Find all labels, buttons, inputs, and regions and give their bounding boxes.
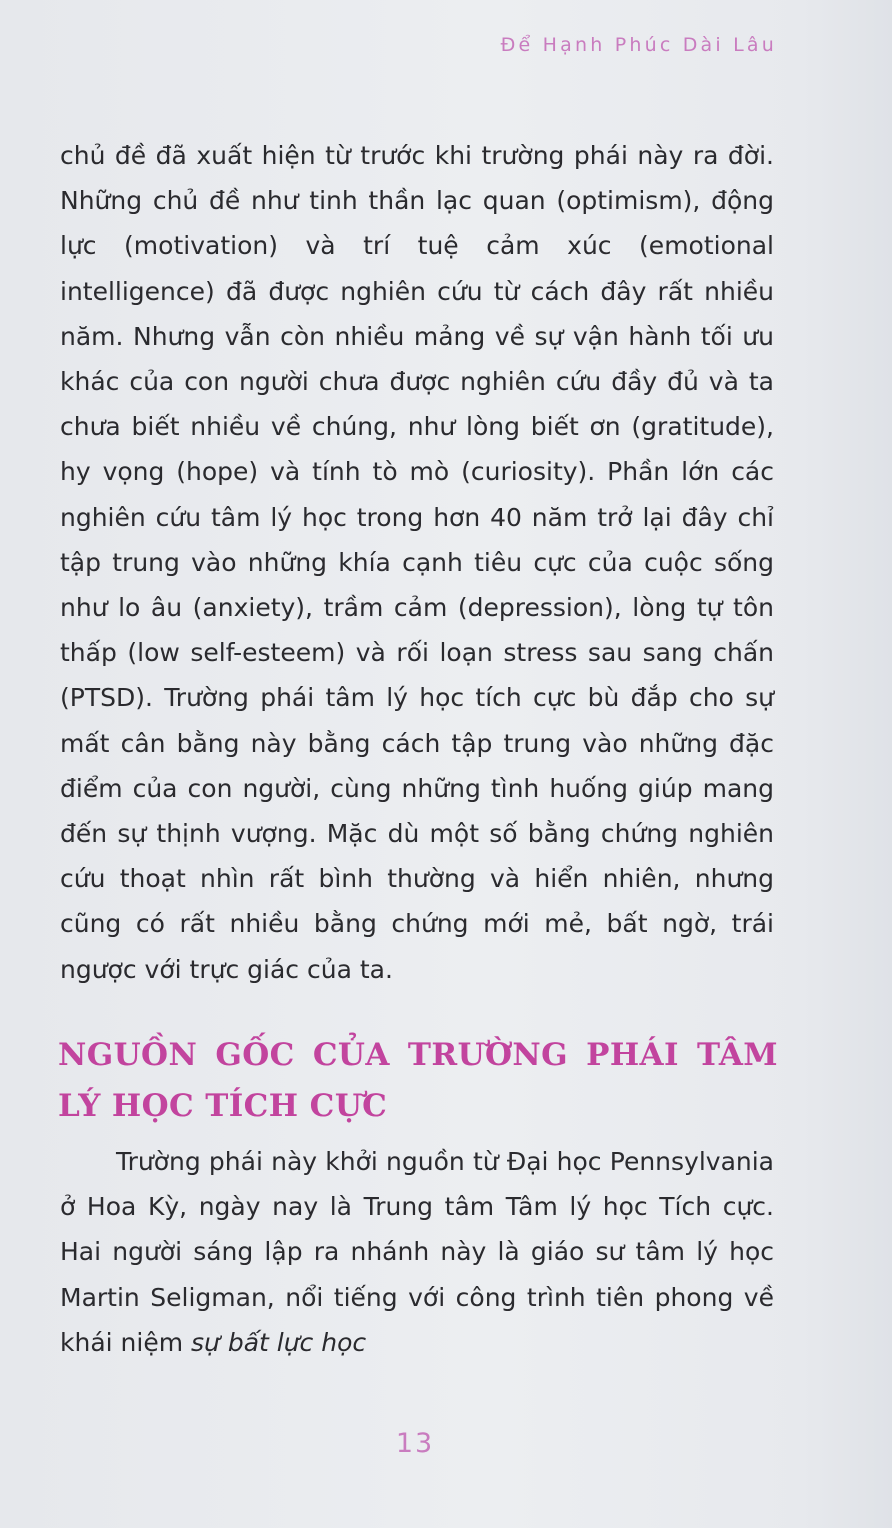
body-paragraph-1	[60, 133, 774, 992]
paragraph-1-text: chủ đề đã xuất hiện từ trước khi trường phái này ra đời. Những chủ đề như tinh thần lạc quan (optimism), động lực (motivation) và trí tuệ cảm xúc (emotional intelligence) đã được nghiên cứu từ cách đây rất nhiều năm. Nhưng vẫn còn nhiều mảng về sự vận hành tối ưu khác của con người chưa được nghiên cứu đầy đủ và ta chưa biết nhiều về chúng, như lòng biết ơn (gratitude), hy vọng (hope) và tính tò mò (curiosity). Phần lớn các nghiên cứu tâm lý học trong hơn 40 năm trở lại đây chỉ tập trung vào những khía cạnh tiêu cực của cuộc sống như lo âu (anxiety), trầm cảm (depression), lòng tự tôn thấp (low self-esteem) và rối loạn stress sau sang chấn (PTSD). Trường phái tâm lý học tích cực bù đắp cho sự mất cân bằng này bằng cách tập trung vào những đặc điểm của con người, cùng những tình huống giúp mang đến sự thịnh vượng. Mặc dù một số bằng chứng nghiên cứu thoạt nhìn rất bình thường và hiển nhiên, nhưng cũng có rất nhiều bằng chứng mới mẻ, bất ngờ, trái ngược với trực giác của ta.	[60, 141, 774, 984]
section-heading: NGUỒN GỐC CỦA TRƯỜNG PHÁI TÂM LÝ HỌC TÍCH CỰC	[58, 1037, 778, 1124]
paragraph-2-italic-term: sự bất lực học	[191, 1327, 367, 1357]
body-paragraph-2	[60, 1139, 774, 1365]
paragraph-2-text: Trường phái này khởi nguồn từ Đại học Pennsylvania ở Hoa Kỳ, ngày nay là Trung tâm Tâm lý học Tích cực. Hai người sáng lập ra nhánh này là giáo sư tâm lý học Martin Seligman, nổi tiếng với công trình tiên phong về khái niệm	[60, 1147, 774, 1357]
page-number: 13	[395, 1428, 435, 1459]
running-header-title: Để Hạnh Phúc Dài Lâu	[500, 34, 777, 56]
